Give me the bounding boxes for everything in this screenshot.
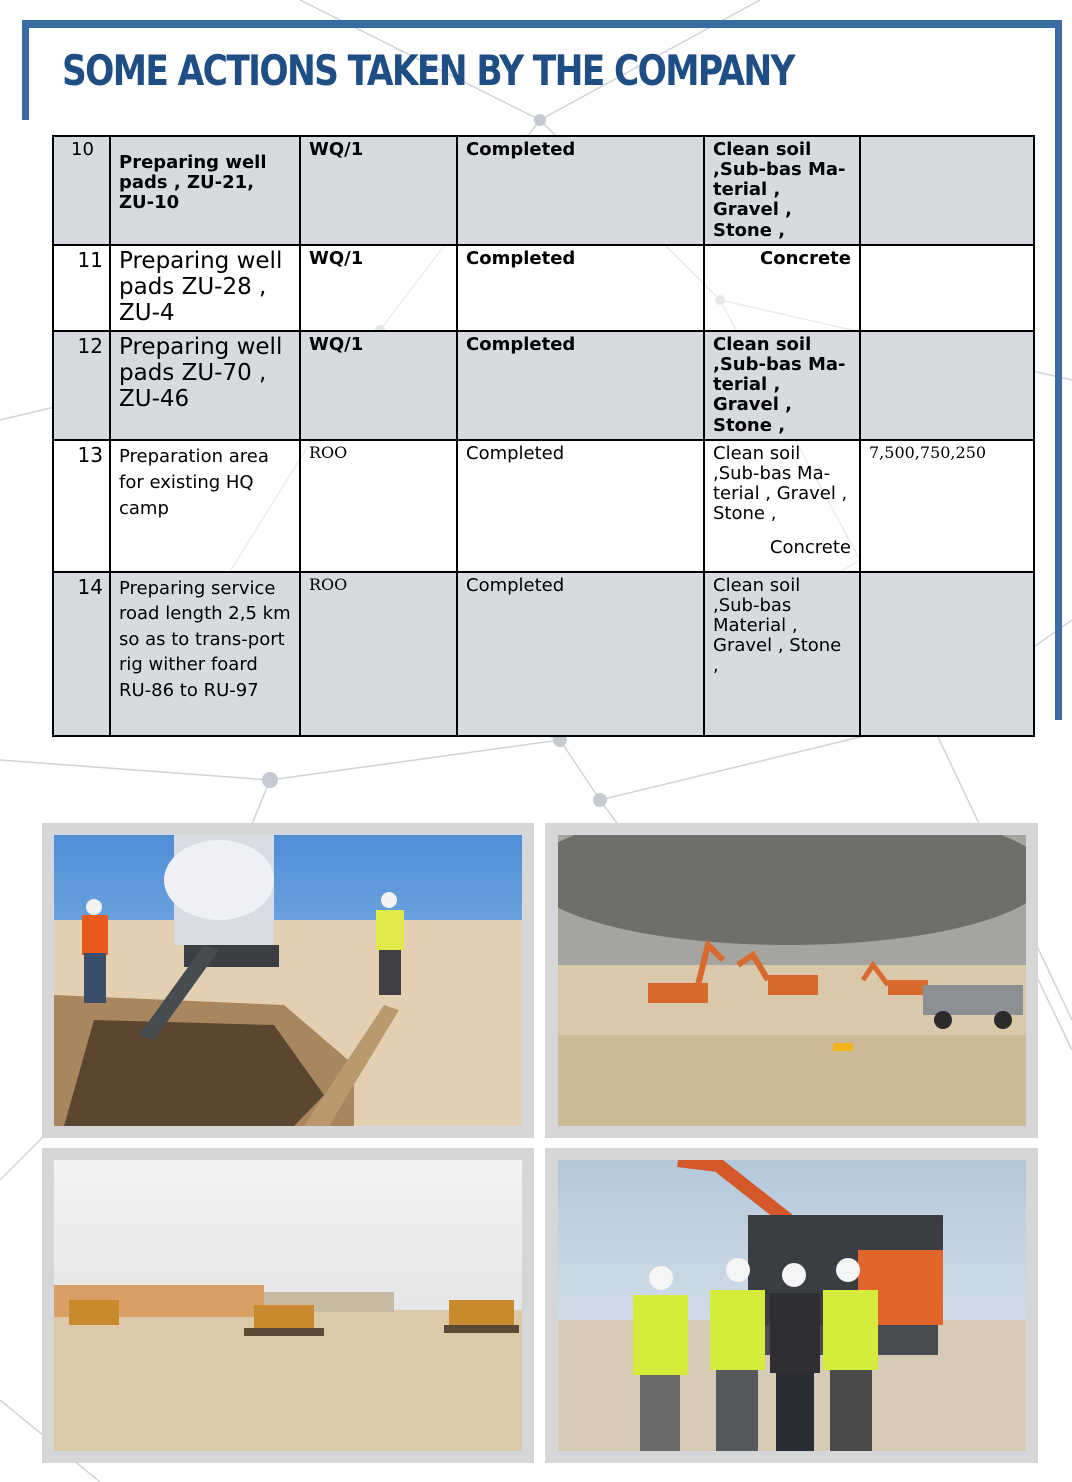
- row-status: Completed: [457, 245, 704, 331]
- row-number: 12: [53, 331, 110, 440]
- row-reference: WQ/1: [300, 136, 457, 245]
- row-amount: [860, 572, 1034, 736]
- row-amount: [860, 331, 1034, 440]
- table-row: [53, 136, 1034, 245]
- row-status: Completed: [457, 136, 704, 245]
- table-row: [53, 572, 1034, 736]
- frame-top-bar: [22, 20, 1062, 28]
- row-amount: [860, 136, 1034, 245]
- row-number: 11: [53, 245, 110, 331]
- frame-left-bar: [22, 20, 29, 120]
- row-materials: Clean soil ,Sub-bas Material , Gravel , Stone ,: [704, 572, 860, 736]
- row-description: Preparing well pads , ZU-21, ZU-10: [110, 136, 300, 245]
- table-row: [53, 245, 1034, 331]
- row-amount: 7,500,750,250: [860, 440, 1034, 572]
- row-number: 13: [53, 440, 110, 572]
- row-materials: Concrete: [704, 245, 860, 331]
- row-reference: WQ/1: [300, 331, 457, 440]
- row-description: Preparing well pads ZU-70 , ZU-46: [110, 331, 300, 440]
- row-materials: Clean soil ,Sub-bas Ma-terial , Gravel , Stone ,: [704, 331, 860, 440]
- row-status: Completed: [457, 440, 704, 572]
- bulldozers-camp-photo: [54, 1160, 522, 1451]
- row-description: Preparing service road length 2,5 km so as to trans-port rig wither foard RU-86 to RU-97: [110, 572, 300, 736]
- concrete-pouring-photo: [54, 835, 522, 1126]
- row-status: Completed: [457, 572, 704, 736]
- row-number: 14: [53, 572, 110, 736]
- row-description: Preparing well pads ZU-28 , ZU-4: [110, 245, 300, 331]
- row-reference: ROO: [300, 572, 457, 736]
- excavators-site-photo: [558, 835, 1026, 1126]
- team-with-excavator-photo: [558, 1160, 1026, 1451]
- row-materials-extra: Concrete: [769, 537, 851, 559]
- row-reference: ROO: [300, 440, 457, 572]
- page-title: SOME ACTIONS TAKEN BY THE COMPANY: [62, 46, 794, 95]
- row-number: 10: [53, 136, 110, 245]
- row-description: Preparation area for existing HQ camp: [110, 440, 300, 572]
- row-materials-cell: [704, 440, 860, 572]
- table-row: [53, 440, 1034, 572]
- table-row: [53, 331, 1034, 440]
- row-materials: Clean soil ,Sub-bas Ma-terial , Gravel , Stone ,: [713, 442, 848, 525]
- frame-right-bar: [1055, 20, 1062, 720]
- row-status: Completed: [457, 331, 704, 440]
- row-reference: WQ/1: [300, 245, 457, 331]
- row-amount: [860, 245, 1034, 331]
- row-materials: Clean soil ,Sub-bas Ma-terial , Gravel , Stone ,: [704, 136, 860, 245]
- actions-table: [52, 135, 1035, 737]
